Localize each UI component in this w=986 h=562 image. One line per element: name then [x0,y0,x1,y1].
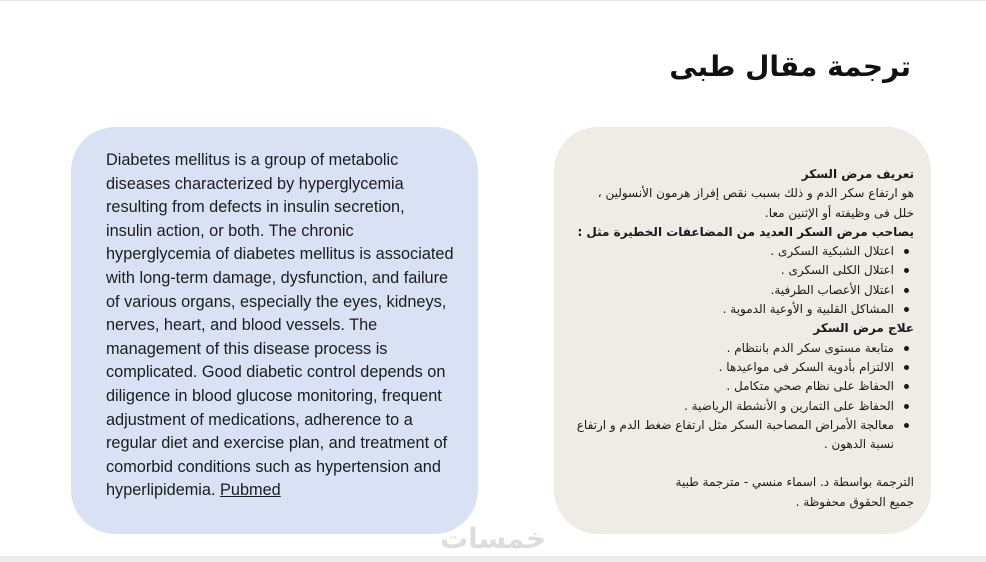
english-article-text [106,149,454,503]
rights-notice: جميع الحقوق محفوظة . [795,494,914,509]
list-item: متابعة مستوى سكر الدم بانتظام . [568,339,894,358]
definition-line-1: هو ارتفاع سكر الدم و ذلك بسبب نقص إفراز هرمون الأنسولين ، [597,186,914,201]
english-article-body: Diabetes mellitus is a group of metabolic diseases characterized by hyperglycemia resulting from defects in insulin secretion, insulin action, or both. The chronic hyperglycemia of diabetes mellitus is associated with long-term damage, dysfunction, and failure of various organs, especially the eyes, kidneys, nerves, heart, and blood vessels. The management of this disease process is complicated. Good diabetic control depends on diligence in blood glucose monitoring, frequent adjustment of medications, adherence to a regular diet and exercise plan, and treatment of comorbid conditions such as hypertension and hyperlipidemia. [106,151,454,500]
bottom-divider [0,556,986,562]
translator-credit: الترجمة بواسطة د. اسماء منسي - مترجمة طبية [675,475,914,490]
list-item: الالتزام بأدوية السكر فى مواعيدها . [568,358,894,377]
definition-heading: تعريف مرض السكر [801,167,914,181]
arabic-translation-card [554,127,931,534]
pubmed-link[interactable]: Pubmed [220,481,281,500]
list-item: معالجة الأمراض المصاحبة السكر مثل ارتفاع ضغط الدم و ارتفاع نسبة الدهون . [568,416,894,455]
spacer [568,454,914,473]
treatment-list [568,339,914,455]
list-item: الحفاظ على نظام صحي متكامل . [568,377,894,396]
page-title: ترجمة مقال طبى [669,50,911,83]
watermark-logo: خمسات [439,522,547,555]
treatment-heading: علاج مرض السكر [813,321,914,336]
list-item: اعتلال الأعصاب الطرفية. [568,281,894,300]
list-item: اعتلال الكلى السكرى . [568,261,894,280]
english-article-card [71,127,478,534]
list-item: الحفاظ على التمارين و الأنشطة الرياضية . [568,397,894,416]
list-item: المشاكل القلبية و الأوعية الدموية . [568,300,894,319]
complications-list [568,242,914,319]
list-item: اعتلال الشبكية السكرى . [568,242,894,261]
complications-heading: يصاحب مرض السكر العديد من المضاعفات الخطيرة مثل : [577,224,914,239]
top-divider [0,0,986,1]
definition-line-2: خلل فى وظيفته أو الإثنين معا. [764,205,914,220]
